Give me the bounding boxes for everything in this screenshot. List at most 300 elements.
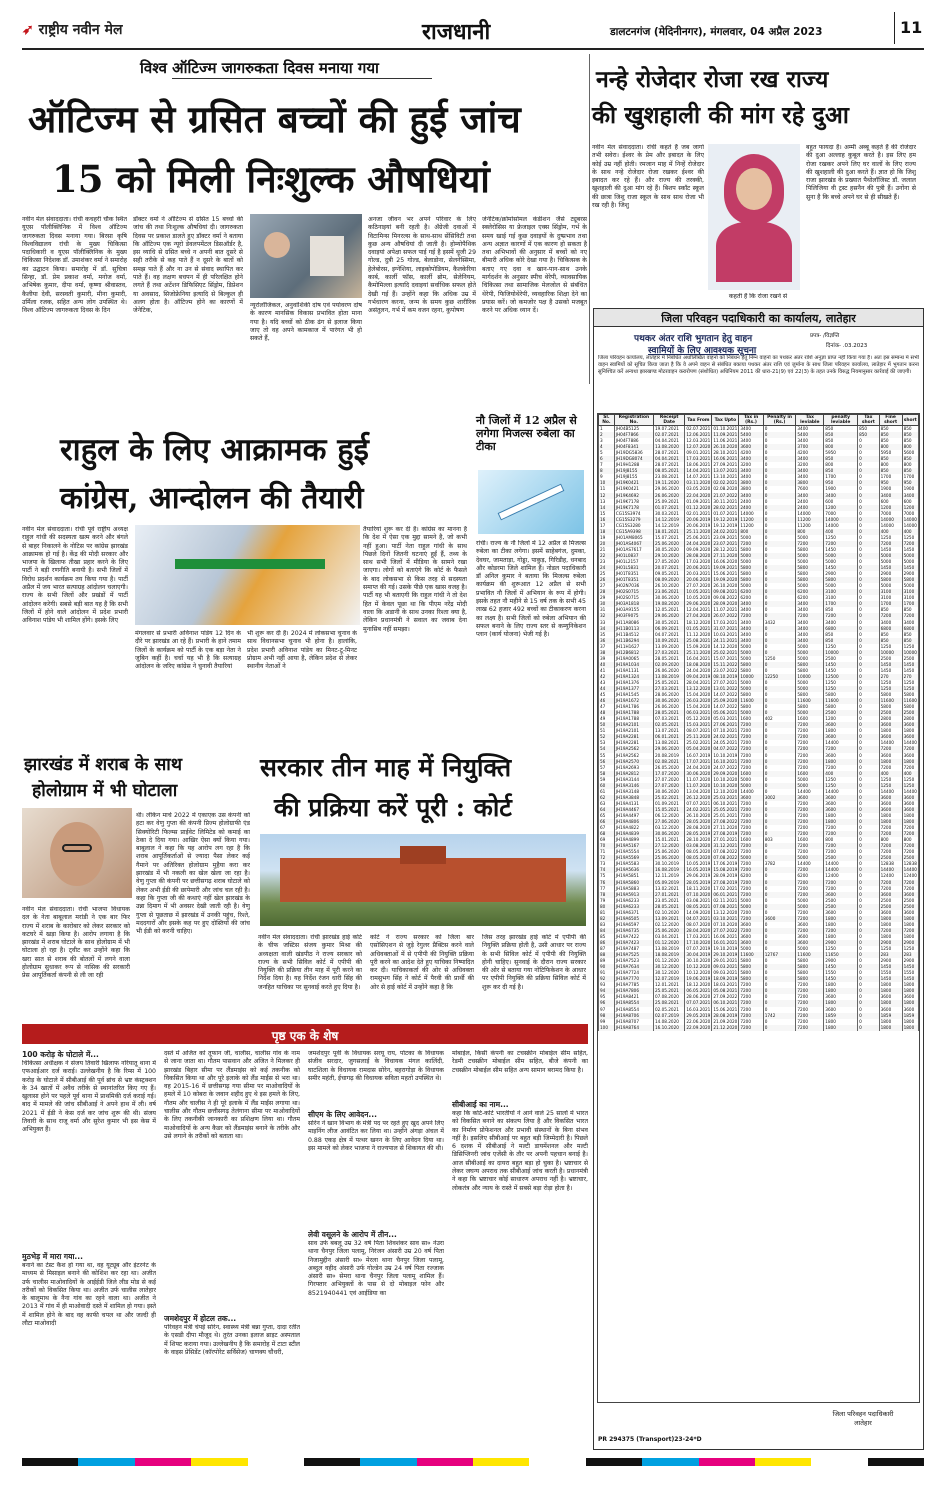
table-cell: 0 xyxy=(858,886,880,892)
table-cell: 5000 xyxy=(739,656,763,662)
table-cell: 13.04.2020 xyxy=(686,788,711,794)
table-cell: 5000 xyxy=(796,650,824,656)
table-cell: 270 xyxy=(902,674,918,680)
table-cell: 5800 xyxy=(739,662,763,668)
table-cell: 400 xyxy=(824,529,858,535)
table-cell: 82 xyxy=(599,916,615,922)
table-cell: 1800 xyxy=(879,819,902,825)
table-cell: 1800 xyxy=(824,1000,858,1006)
table-cell: 18.12.2020 xyxy=(686,982,711,988)
table-cell: JH19A7634 xyxy=(614,964,653,970)
table-cell: 7200 xyxy=(879,746,902,752)
table-cell: 14400 xyxy=(796,861,824,867)
continuation-head: सीबीआई का नाम... xyxy=(452,1100,509,1109)
table-cell: 5800 xyxy=(796,970,824,976)
table-cell: 3600 xyxy=(824,753,858,759)
table-cell: 1900 xyxy=(879,486,902,492)
table-cell: 14400 xyxy=(879,740,902,746)
continuation-head: 100 करोड़ के घोटाले में... xyxy=(22,1050,99,1059)
table-cell: 13.10.2021 xyxy=(713,474,738,480)
table-cell: JH11H1627 xyxy=(614,644,653,650)
table-cell: 0 xyxy=(763,523,796,529)
table-cell: 0 xyxy=(763,638,796,644)
table-cell: 0 xyxy=(858,734,880,740)
table-cell: 0 xyxy=(858,577,880,583)
table-cell: 2900 xyxy=(902,571,918,577)
table-cell: 20 xyxy=(599,541,615,547)
table-cell: 0 xyxy=(763,988,796,994)
table-cell: 19.08.2020 xyxy=(653,601,684,607)
table-cell: 5800 xyxy=(796,571,824,577)
table-cell: 2900 xyxy=(879,958,902,964)
table-cell: 14.07.2022 xyxy=(713,704,738,710)
table-cell: JH19A8707 xyxy=(614,1019,653,1025)
table-cell: 14.04.2021 xyxy=(686,468,711,474)
table-cell: 08.05.2020 xyxy=(686,849,711,855)
table-cell: 28.07.2021 xyxy=(653,450,684,456)
table-cell: 7200 xyxy=(902,613,918,619)
table-cell: 850 xyxy=(824,438,858,444)
table-cell: 24.04.2020 xyxy=(686,667,711,673)
table-cell: 0 xyxy=(763,583,796,589)
table-cell: 5000 xyxy=(796,535,824,541)
table-cell: 2500 xyxy=(824,898,858,904)
table-cell: 3600 xyxy=(902,722,918,728)
table-cell: 5800 xyxy=(739,976,763,982)
transport-notice xyxy=(593,308,924,1450)
table-cell: 22.09.2020 xyxy=(686,1024,711,1030)
continuation-col-1: 100 करोड़ के घोटाले में... चिकित्सा अधीक्षक ने संजय तिवारी खिलाफ नरियातू थाना में एफआईआर दर्ज कराई। उल्लेखनीय है कि रिम्स में 100 करोड़ के घोटाले में सीबीआई की पूर्व ब्रांच से भ्रष्ट कंस्ट्रक्शन के 34 खातों में अवैध तरीके से स्थानांतरित किए गए हैं। खुलासा होने पर पहले पूर्व थाना में प्राथमिकी दर्ज कराई गई। बाद में मामले की जांच सीबीआई ने अपने हाथ में ली। वर्ष 2021 में ईडी ने केस दर्ज कर जांच शुरू की थी। संजय तिवारी के साथ राजू वर्मा और सुरेश कुमार भी इस केस में अभियुक्त हैं। मुठभेड़ में मारा गया... बनाने का टेस्ट कैश हो गया था, वह यूट्यूब और इंटरनेट के माध्यम से मिसाइल बनाने की कोशिश कर रहा था। अजीत उर्फ चालीस माओवादियों के आईईडी जिले लीड मोड से कई तरीकों को विकसित किया था। अजीत उर्फ चालीस लातेहार के बालूमाथ के नैना गांव का रहने वाला था। अजीत ने 2013 में गांव में ही माओवादी दस्ते में शामिल हो गया। इस्ते में शामिल होने के बाद वह काफी चपल था और जल्दी ही लौटा माओवादी xyxy=(22,1050,156,1328)
table-cell: 5000 xyxy=(739,535,763,541)
table-cell: 7200 xyxy=(739,880,763,886)
table-cell: 7200 xyxy=(796,1000,824,1006)
table-cell: 02.08.2020 xyxy=(713,486,738,492)
table-cell: 7200 xyxy=(824,613,858,619)
table-cell: 5800 xyxy=(879,704,902,710)
table-cell: 02.10.2020 xyxy=(653,910,684,916)
table-cell: 5000 xyxy=(739,855,763,861)
continuation-title: पृष्ठ एक के शेष xyxy=(271,1029,339,1043)
office-title: जिला परिवहन पदाधिकारी का कार्यालय, लातेहार xyxy=(661,312,856,325)
table-cell: 26.07.2022 xyxy=(713,613,738,619)
table-cell: 08.05.2021 xyxy=(653,468,684,474)
table-cell: 0 xyxy=(858,1013,880,1019)
table-cell: 5800 xyxy=(739,565,763,571)
table-cell: JH19A6233 xyxy=(614,904,653,910)
table-cell: 1450 xyxy=(824,662,858,668)
table-cell: 02.02.2021 xyxy=(713,480,738,486)
table-cell: 12500 xyxy=(824,674,858,680)
table-cell: 27.04.2020 xyxy=(686,613,711,619)
table-cell: 5800 xyxy=(739,964,763,970)
table-cell: 12838 xyxy=(903,861,917,867)
table-cell: 1450 xyxy=(879,976,902,982)
table-cell: 3600 xyxy=(796,940,824,946)
table-cell: 04.04.2021 xyxy=(653,456,684,462)
table-cell: 28.07.2021 xyxy=(653,462,684,468)
table-cell: 1800 xyxy=(879,934,902,940)
table-cell: 1800 xyxy=(824,1025,858,1031)
table-cell: 13.08.2021 xyxy=(653,740,684,746)
table-cell: 10.05.2019 xyxy=(686,861,711,867)
table-cell: 0 xyxy=(763,486,796,492)
table-cell: JH19A8554 xyxy=(614,1007,653,1013)
table-cell: 28.05.2019 xyxy=(686,831,711,837)
table-cell: 24.05.2021 xyxy=(713,740,738,746)
continuation-section xyxy=(22,1050,588,1450)
table-cell: 7200 xyxy=(739,843,763,849)
table-cell: 800 xyxy=(902,444,918,450)
table-cell: JH19A5636 xyxy=(614,867,653,873)
table-cell: 1450 xyxy=(824,976,858,982)
continuation-head: लेवी वसूलने के आरोप में तीन... xyxy=(308,1230,397,1239)
table-cell: 07.03.2021 xyxy=(653,716,684,722)
table-cell: 2800 xyxy=(902,716,918,722)
table-cell: 11650 xyxy=(824,952,858,958)
table-cell: 14.12.2019 xyxy=(653,517,684,523)
table-cell: JH19DG5836 xyxy=(614,450,653,456)
table-cell: 28.05.2021 xyxy=(653,710,684,716)
table-cell: 3600 xyxy=(824,807,858,813)
table-cell: 0 xyxy=(858,505,880,511)
table-cell: 15.04.2020 xyxy=(686,704,711,710)
table-cell: 5000 xyxy=(739,710,763,716)
table-cell: JH19A1788 xyxy=(614,710,653,716)
table-cell: JH19A6597 xyxy=(614,922,653,928)
table-cell: 02.07.2021 xyxy=(686,426,711,431)
table-cell: 0 xyxy=(763,601,796,607)
table-cell: 0 xyxy=(763,910,796,916)
table-cell: 1450 xyxy=(902,976,918,982)
table-cell: 47 xyxy=(599,704,615,710)
liquor-headline-1: झारखंड में शराब के साथ xyxy=(24,755,182,775)
table-cell: 11600 xyxy=(739,952,763,958)
table-cell: 1250 xyxy=(763,656,796,662)
table-cell: 7200 xyxy=(796,1013,824,1019)
table-cell: 2500 xyxy=(879,898,902,904)
table-cell: 16.06.2021 xyxy=(713,933,738,939)
table-cell: 97 xyxy=(599,1007,615,1013)
table-cell: 90 xyxy=(599,964,615,970)
table-header: Tax in (Rs.) xyxy=(739,415,763,426)
table-cell: 0 xyxy=(858,486,880,492)
table-cell: 21.09.2020 xyxy=(713,1018,738,1024)
table-cell: 7200 xyxy=(796,813,824,819)
table-cell: JH19A7785 xyxy=(614,982,653,988)
table-cell: 7200 xyxy=(824,746,858,752)
doctor-icon xyxy=(310,236,344,276)
table-cell: 7200 xyxy=(796,746,824,752)
table-cell: 0 xyxy=(763,867,796,873)
table-cell: 0 xyxy=(858,686,880,692)
table-cell: 1250 xyxy=(879,686,902,692)
table-cell: 0 xyxy=(763,728,796,734)
liquor-col-2: थी। लेकिन मार्च 2022 में एकाएक उस कंपनी को हटा कर वेणु गुप्ता की कंपनी प्रिज्म होलोग्राफी एंड सिक्योरिटी फिल्म्स प्राईवेट लिमिटेड को कमाई का ठेका दे दिया गया। आखिर ऐसा क्यों किया गया। बाबूलाल ने कहा कि यह आरोप लग रहा है कि शराब आपूर्तिकर्ताओं से ज्यादा पैसा लेकर कई गैमाने पर अतिरिक्त होलोग्राम मुहैया करा कर झारखंड में भी नकली का खेल खेला जा रहा है। वेणु गुप्ता की कंपनी पर छत्तीसगढ़ शराब घोटाले को लेकर अभी ईडी की छापेमारी और जांच चल रही है। कहा कि गुप्ता जी की कथाएं नहीं खेल झारखंड के उन्ना दिमाग में भी अवसर देखी जाती रही है। वेणु गुप्ता से पूछताछ में झारखंड में उनकी पहुंच, रिश्ते, मददगारों और इसके कह पर हुए दोस्तियों की जांच भी ईडी को करनी चाहिए। xyxy=(136,812,250,936)
table-cell: 27.08.2019 xyxy=(713,879,738,885)
table-cell: 0 xyxy=(858,789,880,795)
table-cell: 0 xyxy=(858,904,880,910)
table-cell: 20.06.2021 xyxy=(686,565,711,571)
table-cell: 20.07.2021 xyxy=(653,565,684,571)
table-cell: 04.07.2021 xyxy=(653,632,684,638)
table-cell: 5400 xyxy=(796,432,824,438)
table-cell: 27.08.2022 xyxy=(713,819,738,825)
table-cell: 02.05.2021 xyxy=(653,722,684,728)
table-cell: JH19K7178 xyxy=(614,499,653,505)
signature-place: लातेहार xyxy=(854,1419,872,1427)
table-cell: 30.06.2020 xyxy=(653,831,684,837)
table-cell: 1700 xyxy=(902,601,918,607)
table-cell: 16.08.2019 xyxy=(653,867,684,873)
table-cell: 14400 xyxy=(903,867,917,873)
table-cell: 7200 xyxy=(796,722,824,728)
table-cell: 5000 xyxy=(739,686,763,692)
table-cell: 68 xyxy=(599,831,615,837)
table-cell: 0 xyxy=(858,456,880,462)
table-cell: 10000 xyxy=(739,674,763,680)
table-cell: 11200 xyxy=(739,523,763,529)
table-cell: 2500 xyxy=(902,904,918,910)
table-cell: 49 xyxy=(599,716,615,722)
table-cell: 7200 xyxy=(879,825,902,831)
table-cell: 51 xyxy=(599,728,615,734)
table-cell: 0 xyxy=(763,547,796,553)
table-cell: JH19A8421 xyxy=(614,994,653,1000)
table-cell: 7200 xyxy=(796,613,824,619)
table-cell: 0 xyxy=(763,662,796,668)
autism-headline-1: ऑटिज्म से ग्रसित बच्चों की हुई जांच xyxy=(28,97,521,141)
table-cell: 28.05.2021 xyxy=(653,904,684,910)
table-cell: 7200 xyxy=(739,1013,763,1019)
table-cell: 0 xyxy=(858,940,880,946)
table-cell: 30.06.2020 xyxy=(653,698,684,704)
table-cell: 3600 xyxy=(879,722,902,728)
table-cell: 5800 xyxy=(879,692,902,698)
table-cell: 2800 xyxy=(879,716,902,722)
table-cell: 43 xyxy=(599,680,615,686)
autism-story xyxy=(22,54,587,384)
table-cell: 7200 xyxy=(902,928,918,934)
court-col-3: जिस तरह झारखंड हाई कोर्ट में एपीपी की नियुक्ति प्रक्रिया होती है, उसी आधार पर राज्य के सभी सिविल कोर्ट में एपीपी की नियुक्ति होनी चाहिए। सुनवाई के दौरान राज्य सरकार की ओर से बताया गया नोटिफिकेशन के आधार पर एपीपी नियुक्ति की प्रक्रिया सिविल कोर्ट में शुरू कर दी गई है। xyxy=(482,934,586,991)
table-cell: 1700 xyxy=(824,601,858,607)
table-cell: JH19A8554 xyxy=(614,1000,653,1006)
table-cell: 2500 xyxy=(824,855,858,861)
table-cell: 2500 xyxy=(824,710,858,716)
table-header: Penalty in (Rs.) xyxy=(763,415,796,426)
table-cell: 0 xyxy=(763,783,796,789)
table-cell: 0 xyxy=(858,559,880,565)
table-cell: 3600 xyxy=(824,892,858,898)
table-cell: JH19A6505 xyxy=(614,916,653,922)
table-cell: 0 xyxy=(763,680,796,686)
table-cell: 4200 xyxy=(796,450,824,456)
page-number: 11 xyxy=(900,18,923,37)
table-cell: 0 xyxy=(763,493,796,499)
table-cell: JH19A4839 xyxy=(614,831,653,837)
table-cell: 10.10.2020 xyxy=(713,776,738,782)
table-cell: 0 xyxy=(858,583,880,589)
table-cell: 0 xyxy=(763,904,796,910)
table-cell: 14.07.2021 xyxy=(686,474,711,480)
table-cell: 10000 xyxy=(903,649,917,655)
table-cell: 7200 xyxy=(739,759,763,765)
table-cell: 7200 xyxy=(796,753,824,759)
table-cell: 850 xyxy=(902,456,918,462)
table-cell: 08.09.2020 xyxy=(653,577,684,583)
table-cell: 92 xyxy=(599,976,615,982)
table-cell: 7200 xyxy=(902,843,918,849)
table-cell: 62 xyxy=(599,795,615,801)
table-cell: 18.06.2021 xyxy=(686,462,711,468)
table-cell: 2500 xyxy=(902,710,918,716)
table-cell: 3432 xyxy=(763,620,796,626)
table-cell: 30.03.2021 xyxy=(653,511,684,517)
table-cell: 5000 xyxy=(796,946,824,952)
table-cell: 16.01.2021 xyxy=(713,939,738,945)
table-header: Fine short xyxy=(879,415,902,426)
table-cell: 6200 xyxy=(739,873,763,879)
masthead-rule xyxy=(22,48,924,50)
table-cell: 3600 xyxy=(824,1007,858,1013)
court-col-2: कोर्ट ने राज्य सरकार को जिला बार एसोसिएशन से जुड़े रेगुलर प्रैक्टिस करने वाले अधिवक्ताओं में से एपीपी की नियुक्ति प्रक्रिया पूरी करने का आदेश देते हुए याचिका निष्पादित कर दी। याचिकाकर्ता की ओर से अधिवक्ता रामसुभग सिंह ने कोर्ट में पैरवी की प्रार्थी की ओर से हाई कोर्ट में उन्होंने कहा है कि xyxy=(370,934,474,991)
table-cell: 20.06.2019 xyxy=(686,522,711,528)
table-cell: 22.06.2020 xyxy=(686,1018,711,1024)
table-cell: 5000 xyxy=(796,898,824,904)
table-cell: 1800 xyxy=(902,988,918,994)
table-cell: 27.08.2019 xyxy=(713,831,738,837)
table-cell: 3600 xyxy=(739,934,763,940)
bird-icon: ➶ xyxy=(22,22,34,38)
table-cell: 18.11.2020 xyxy=(686,885,711,891)
table-cell: 850 xyxy=(902,432,918,438)
table-cell: 850 xyxy=(824,432,858,438)
table-cell: 28 xyxy=(599,589,615,595)
table-cell: 0 xyxy=(763,577,796,583)
table-cell: 0 xyxy=(763,873,796,879)
table-cell: 7200 xyxy=(824,849,858,855)
table-cell: 3600 xyxy=(902,801,918,807)
table-cell: 3600 xyxy=(824,795,858,801)
table-cell: 0 xyxy=(858,571,880,577)
table-cell: 02.05.2021 xyxy=(653,1007,684,1013)
table-cell: 7200 xyxy=(796,807,824,813)
table-cell: 18.08.2019 xyxy=(653,952,684,958)
table-cell: 28.06.2020 xyxy=(653,692,684,698)
table-cell: 27.01.2021 xyxy=(713,837,738,843)
table-cell: 7200 xyxy=(902,880,918,886)
table-cell: JH19K7178 xyxy=(614,505,653,511)
table-cell: 98 xyxy=(599,1013,615,1019)
table-cell: 05.12.2020 xyxy=(686,716,711,722)
table-cell: 1800 xyxy=(879,759,902,765)
table-cell: 25.05.2021 xyxy=(653,680,684,686)
table-cell: 850 xyxy=(858,432,880,438)
table-cell: 1800 xyxy=(879,982,902,988)
table-cell: 1450 xyxy=(902,565,918,571)
table-cell: 42 xyxy=(599,674,615,680)
table-cell: 17.10.2020 xyxy=(686,939,711,945)
table-cell: 26.05.2020 xyxy=(653,765,684,771)
table-cell: 1859 xyxy=(879,1013,902,1019)
table-cell: 1550 xyxy=(824,970,858,976)
table-cell: 1550 xyxy=(879,970,902,976)
table-cell: 17 xyxy=(599,523,615,529)
table-cell: 06.12.2020 xyxy=(653,813,684,819)
table-cell: 6800 xyxy=(879,626,902,632)
continuation-col-2: दस्ते में अजित को तूफान जी, चालीस, चालीस गांव के नाम से जाना जाता था। गौतम पासवान और अजित ने मिलकर ही झारखंड बिहार सीमा पर लैंडमाइंस को कई तकनीक को विकसित किया था और पूरे इलाके को लैंड माईंस से भरा था। वह 2015-16 में छत्तीसगढ़ गया सीमा पर माओवादियों के हमले में 10 कोबरा के जवान शहीद हुए थे इस हमले के लिए, गौतम और चालीस ने ही पूरे इलाके में लैंड माईंस लगाया था। चालीस और गौतम छत्तीसगढ़ तेलंगाना सीमा पर माओवादियों के लिए तकनीकी जानकारी का प्रशिक्षण लिया था। गौतम माओवादियों के अन्य कैडर को लैंडमाइंस बनाने के तरीके और उसे लगाने के तरीकों को बताता था। जमशेदपुर में होटल तक... परिवहन मंत्री चंपई सोरेन, स्वास्थ्य मंत्री बन्ना गुप्ता, दादा रतीत के एसडी दीपा मौजूद थे। तुरंत उनका इलाज ब्राइट अस्पताल में शिफ्ट कराया गया। उल्लेखनीय है कि समारोह में टाटा स्टील के वाइस प्रेसिडेंट (कॉरपोरेट सर्विसेज) चाणक्य चौधरी, xyxy=(164,1050,300,1356)
table-cell: 03.12.2020 xyxy=(653,825,684,831)
table-cell: 84 xyxy=(599,928,615,934)
table-cell: 1250 xyxy=(824,686,858,692)
table-cell: 04.07.2021 xyxy=(686,915,711,921)
table-cell: 10000 xyxy=(824,650,858,656)
table-cell: 1450 xyxy=(879,662,902,668)
table-cell: 1250 xyxy=(902,777,918,783)
table-cell: 26.03.2020 xyxy=(686,698,711,704)
table-cell: 25.02.2021 xyxy=(713,649,738,655)
table-cell: 09.03.2021 xyxy=(713,964,738,970)
table-cell: 52 xyxy=(599,734,615,740)
table-cell: 27.01.2021 xyxy=(653,892,684,898)
table-cell: JH11B0113 xyxy=(614,626,653,632)
table-cell: 0 xyxy=(763,1000,796,1006)
table-cell: 0 xyxy=(763,789,796,795)
table-cell: 0 xyxy=(763,698,796,704)
table-cell: 0 xyxy=(858,922,880,928)
table-cell: 0 xyxy=(763,855,796,861)
table-cell: 0 xyxy=(858,898,880,904)
roza-story xyxy=(592,54,924,306)
table-cell: 30.05.2020 xyxy=(653,547,684,553)
table-cell: 3400 xyxy=(739,601,763,607)
table-cell: 0 xyxy=(763,517,796,523)
table-cell: 850 xyxy=(824,426,858,433)
table-cell: JH19A2101 xyxy=(614,722,653,728)
table-cell: 1800 xyxy=(902,819,918,825)
table-cell: 1800 xyxy=(824,1019,858,1025)
table-cell: 0 xyxy=(763,753,796,759)
vaccine-text: रांची। राज्य के नौ जिलों में 12 अप्रैल से मिजल्स रुबेला का टीका लगेगा। इसमें साहेबगंज, दुमका, देवघर, जामताड़ा, गोड्डा, पाकुड़, गिरिडीह, धनबाद और कोडरमा जिले शामिल हैं। नोडल पदाधिकारी डॉ अनिल कुमार ने बताया कि मिजल्स रुबेला कार्यक्रम की शुरूआत 12 अप्रैल से सभी प्रभावित नौ जिलों में अभियान के रूप में होगी। इसके तहत नौ महीने से 15 वर्ष तक के सभी 45 लाख 62 हजार 492 बच्चों का टीकाकरण करना का लक्ष्य है। सभी जिलों को रुबेला अभियान की सफल बनाने के लिए राज्य स्तर से कम्युनिकेशन प्लान (कार्य योजना) भेजी गई है। xyxy=(476,540,586,639)
table-cell: 1250 xyxy=(902,946,918,952)
table-cell: 28.02.2021 xyxy=(713,504,738,510)
table-cell: JH19A1324 xyxy=(614,674,653,680)
table-cell: 0 xyxy=(763,1019,796,1025)
table-cell: 1200 xyxy=(824,716,858,722)
table-cell: 6800 xyxy=(902,626,918,632)
table-cell: 02.11.2021 xyxy=(713,897,738,903)
table-cell: 0 xyxy=(858,644,880,650)
table-cell: 5800 xyxy=(739,571,763,577)
table-cell: 0 xyxy=(763,686,796,692)
table-cell: 7200 xyxy=(824,831,858,837)
table-cell: 20.03.2021 xyxy=(686,571,711,577)
table-cell: 25.02.2021 xyxy=(686,740,711,746)
table-cell: 75 xyxy=(599,873,615,879)
table-cell: 21.12.2020 xyxy=(713,1024,738,1030)
table-cell: JH01AM8065 xyxy=(614,535,653,541)
table-cell: 3400 xyxy=(739,638,763,644)
table-cell: 7200 xyxy=(796,988,824,994)
table-cell: 5000 xyxy=(796,656,824,662)
table-cell: CG15S3280 xyxy=(614,523,653,529)
table-cell: 0 xyxy=(858,982,880,988)
table-cell: 1250 xyxy=(902,783,918,789)
table-cell: 0 xyxy=(858,480,880,486)
table-cell: 11.07.2020 xyxy=(686,782,711,788)
table-cell: 44 xyxy=(599,686,615,692)
table-cell: 66 xyxy=(599,819,615,825)
table-cell: 17.02.2021 xyxy=(713,885,738,891)
